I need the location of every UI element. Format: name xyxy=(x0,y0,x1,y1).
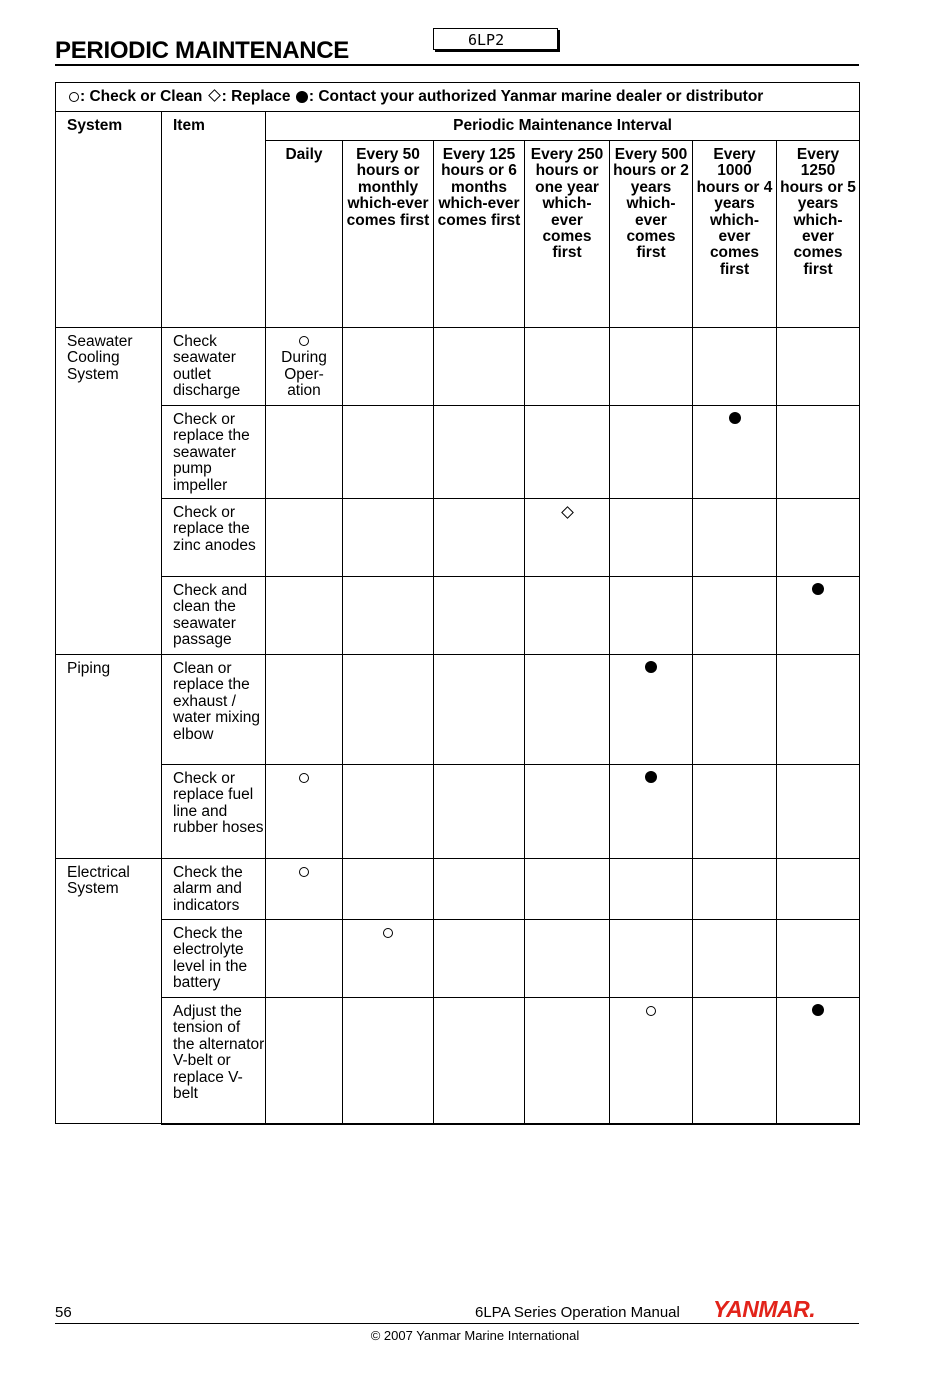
page-title: PERIODIC MAINTENANCE xyxy=(55,37,350,64)
legend-replace: : Replace xyxy=(221,88,295,105)
filled-circle-icon xyxy=(729,412,741,424)
page-number: 56 xyxy=(55,1304,72,1321)
interval-cell xyxy=(266,406,343,499)
table-row xyxy=(56,499,860,577)
interval-column-header: Every 1250 hours or 5 years which-ever comes first xyxy=(777,141,860,328)
cell-note: During Oper-ation xyxy=(281,349,327,400)
interval-cell xyxy=(434,499,525,577)
interval-cell xyxy=(693,655,777,765)
interval-cell xyxy=(610,765,693,859)
interval-cell xyxy=(434,765,525,859)
table-row xyxy=(56,920,860,998)
interval-cell xyxy=(343,655,434,765)
interval-cell xyxy=(434,406,525,499)
interval-cell xyxy=(693,998,777,1124)
interval-column-header: Every 250 hours or one year which-ever comes first xyxy=(525,141,610,328)
filled-circle-icon xyxy=(645,771,657,783)
interval-column-header: Daily xyxy=(266,141,343,328)
interval-cell xyxy=(693,765,777,859)
item-header: Item xyxy=(162,112,266,328)
interval-cell xyxy=(693,406,777,499)
interval-cell xyxy=(434,328,525,406)
table-row xyxy=(56,328,860,406)
item-name: Check seawater outlet discharge xyxy=(162,328,266,406)
interval-cell xyxy=(266,577,343,655)
interval-cell xyxy=(693,920,777,998)
interval-column-header: Every 500 hours or 2 years which-ever comes first xyxy=(610,141,693,328)
table-row xyxy=(56,765,860,859)
interval-cell xyxy=(266,765,343,859)
table-row xyxy=(56,577,860,655)
interval-column-header: Every 50 hours or monthly which-ever comes first xyxy=(343,141,434,328)
interval-cell xyxy=(434,859,525,920)
filled-circle-icon xyxy=(645,661,657,673)
manual-title: 6LPA Series Operation Manual xyxy=(475,1304,680,1321)
interval-cell xyxy=(525,577,610,655)
interval-cell xyxy=(693,499,777,577)
item-name: Check and clean the seawater passage xyxy=(162,577,266,655)
yanmar-logo: YANMAR. xyxy=(713,1296,816,1322)
interval-cell xyxy=(266,655,343,765)
filled-circle-icon xyxy=(812,583,824,595)
item-name: Adjust the tension of the alternator V-belt or replace V-belt xyxy=(162,998,266,1124)
diamond-icon xyxy=(208,90,221,103)
footer-divider xyxy=(55,1323,859,1324)
interval-cell xyxy=(610,920,693,998)
interval-cell xyxy=(434,655,525,765)
interval-cell xyxy=(610,998,693,1124)
legend-check: : Check or Clean xyxy=(80,88,207,105)
interval-cell xyxy=(777,499,860,577)
interval-cell xyxy=(434,998,525,1124)
interval-cell xyxy=(777,765,860,859)
interval-cell xyxy=(266,998,343,1124)
diamond-icon xyxy=(561,506,574,519)
interval-cell xyxy=(777,859,860,920)
interval-cell xyxy=(777,920,860,998)
interval-cell xyxy=(610,328,693,406)
legend xyxy=(56,83,860,112)
interval-cell xyxy=(266,859,343,920)
table-row xyxy=(56,406,860,499)
interval-cell xyxy=(266,499,343,577)
interval-cell xyxy=(525,328,610,406)
system-name: Piping xyxy=(56,655,162,859)
open-circle-icon xyxy=(646,1006,656,1016)
interval-cell xyxy=(693,859,777,920)
interval-cell xyxy=(610,655,693,765)
interval-cell xyxy=(525,765,610,859)
open-circle-icon xyxy=(299,773,309,783)
system-name: Seawater Cooling System xyxy=(56,328,162,655)
item-name: Check or replace the zinc anodes xyxy=(162,499,266,577)
table-row xyxy=(56,998,860,1124)
interval-cell xyxy=(525,859,610,920)
interval-cell xyxy=(693,328,777,406)
interval-cell xyxy=(777,998,860,1124)
title-divider xyxy=(55,64,859,66)
system-name: Electrical System xyxy=(56,859,162,1124)
interval-cell xyxy=(525,655,610,765)
interval-cell xyxy=(777,655,860,765)
interval-cell xyxy=(525,920,610,998)
table-row xyxy=(56,655,860,765)
interval-cell xyxy=(610,499,693,577)
interval-cell xyxy=(343,765,434,859)
interval-column-header: Every 125 hours or 6 months which-ever comes first xyxy=(434,141,525,328)
interval-cell xyxy=(266,920,343,998)
table-row xyxy=(56,859,860,920)
interval-cell xyxy=(693,577,777,655)
interval-cell xyxy=(266,328,343,406)
interval-cell xyxy=(434,920,525,998)
interval-cell xyxy=(343,577,434,655)
interval-cell xyxy=(610,577,693,655)
item-name: Check or replace fuel line and rubber hoses xyxy=(162,765,266,859)
interval-cell xyxy=(610,406,693,499)
item-name: Check or replace the seawater pump impeller xyxy=(162,406,266,499)
maintenance-table xyxy=(55,82,860,1125)
open-circle-icon xyxy=(383,928,393,938)
interval-cell xyxy=(610,859,693,920)
interval-cell xyxy=(343,406,434,499)
item-name: Check the electrolyte level in the battery xyxy=(162,920,266,998)
model-tag: 6LP2 xyxy=(433,28,558,50)
interval-cell xyxy=(343,499,434,577)
item-name: Check the alarm and indicators xyxy=(162,859,266,920)
open-circle-icon xyxy=(69,92,79,102)
open-circle-icon xyxy=(299,336,309,346)
interval-cell xyxy=(525,406,610,499)
legend-contact: : Contact your authorized Yanmar marine dealer or distributor xyxy=(308,88,764,105)
interval-cell xyxy=(777,406,860,499)
interval-cell xyxy=(777,328,860,406)
interval-cell xyxy=(525,998,610,1124)
item-name: Clean or replace the exhaust / water mixing elbow xyxy=(162,655,266,765)
filled-circle-icon xyxy=(812,1004,824,1016)
interval-column-header: Every 1000 hours or 4 years which-ever comes first xyxy=(693,141,777,328)
open-circle-icon xyxy=(299,867,309,877)
interval-cell xyxy=(525,499,610,577)
copyright: © 2007 Yanmar Marine International xyxy=(370,1328,580,1343)
interval-cell xyxy=(434,577,525,655)
interval-cell xyxy=(343,920,434,998)
interval-header: Periodic Maintenance Interval xyxy=(266,112,860,141)
filled-circle-icon xyxy=(296,91,308,103)
interval-cell xyxy=(343,998,434,1124)
system-header: System xyxy=(56,112,162,328)
interval-cell xyxy=(343,859,434,920)
interval-cell xyxy=(777,577,860,655)
interval-cell xyxy=(343,328,434,406)
